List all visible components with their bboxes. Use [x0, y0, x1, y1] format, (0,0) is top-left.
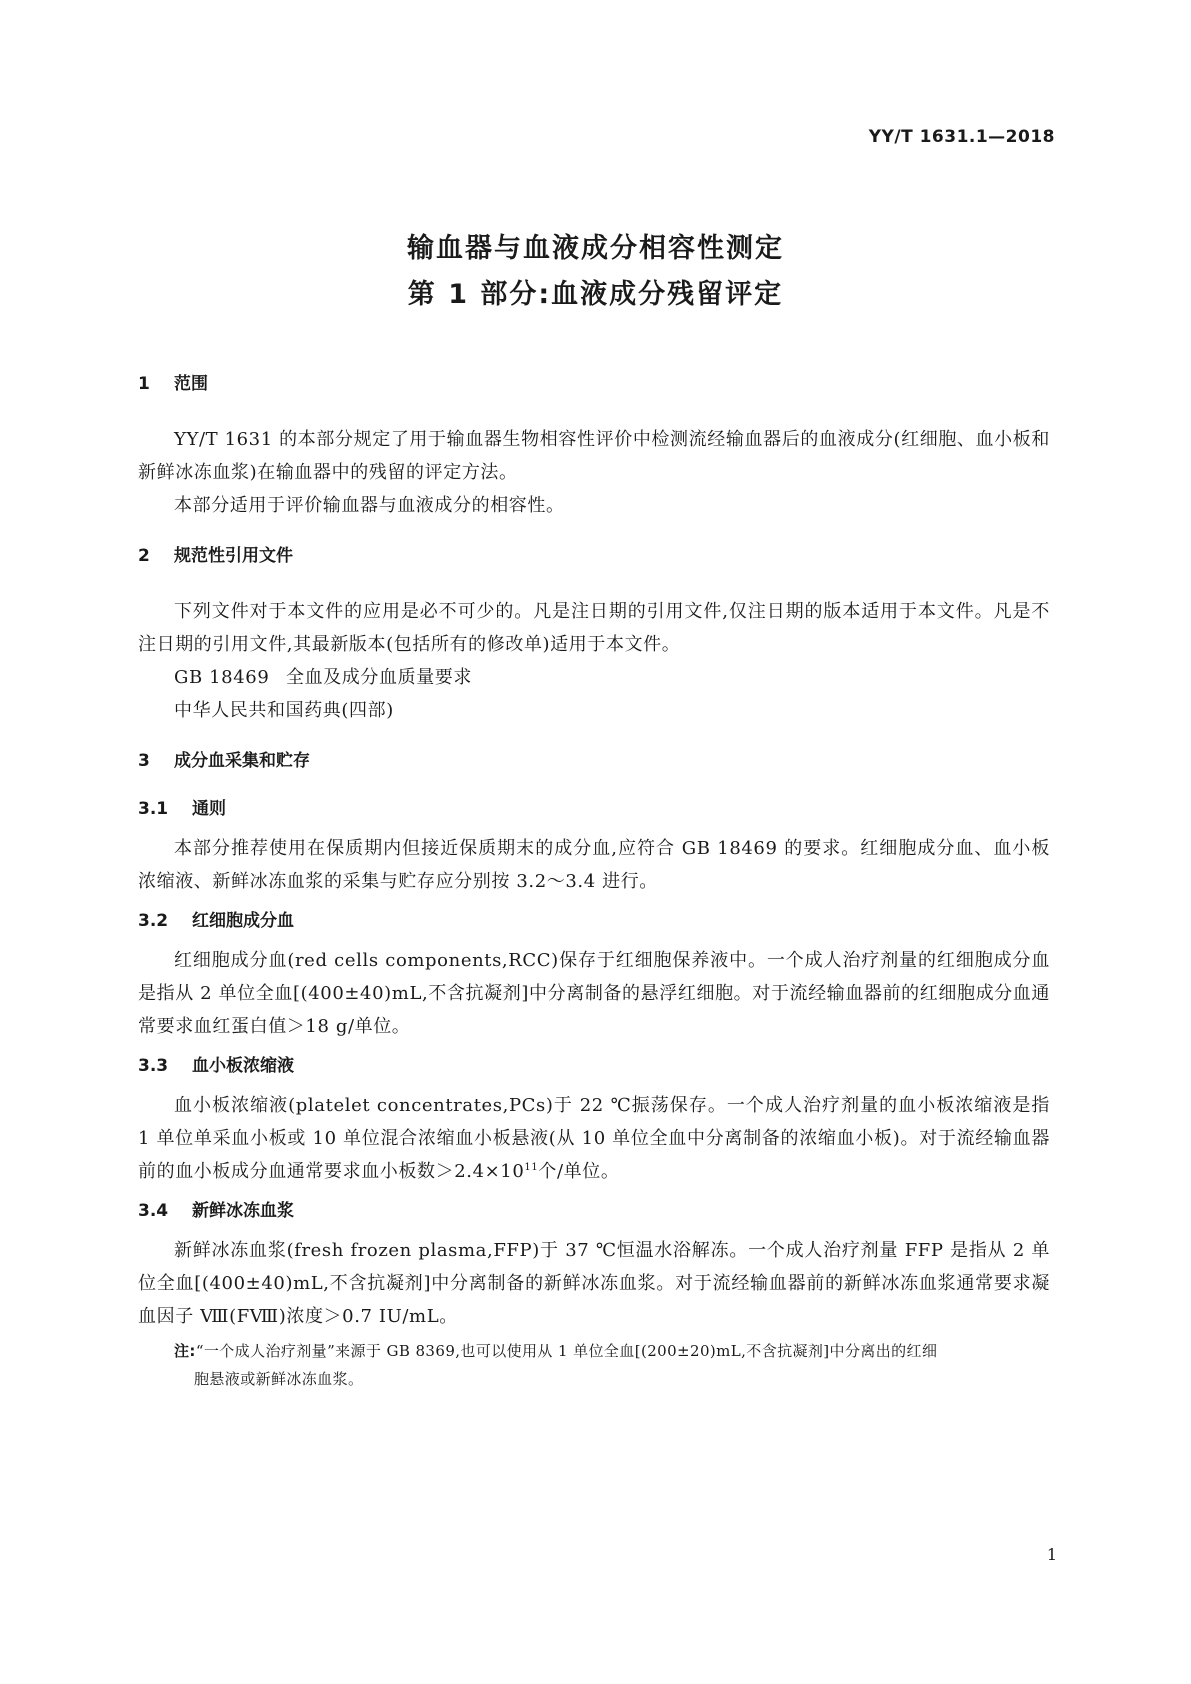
- subsection-title: 通则: [192, 799, 226, 819]
- section-number: 2: [138, 546, 150, 566]
- subsection-title: 新鲜冰冻血浆: [192, 1201, 294, 1221]
- note-text: “一个成人治疗剂量”来源于 GB 8369,也可以使用从 1 单位全血[(200±20)mL,不含抗凝剂]中分离出的红细: [195, 1342, 938, 1360]
- document-body: [138, 372, 1050, 1393]
- reference-title: 中华人民共和国药典(四部): [174, 700, 394, 721]
- note-line-2: 胞悬液或新鲜冰冻血浆。: [194, 1370, 364, 1388]
- note-label: 注:: [174, 1342, 196, 1360]
- section-1-heading: [138, 372, 1050, 396]
- title-line-1: 输血器与血液成分相容性测定: [407, 233, 784, 264]
- paragraph-text: 血小板浓缩液(platelet concentrates,PCs)于 22 ℃振荡保存。一个成人治疗剂量的血小板浓缩液是指 1 单位单采血小板或 10 单位混合浓缩血小板悬液(从 10 单位全血中分离制备的浓缩血小板)。对于流经输血器前的血小板成分血通常要求血小板数＞2.4×10: [138, 1095, 1050, 1182]
- subsection-3-4-heading: [138, 1199, 1050, 1223]
- note-line-1: [174, 1337, 1050, 1365]
- subsection-3-1-paragraph: 本部分推荐使用在保质期内但接近保质期末的成分血,应符合 GB 18469 的要求。红细胞成分血、血小板浓缩液、新鲜冰冻血浆的采集与贮存应分别按 3.2～3.4 进行。: [138, 838, 1050, 892]
- subsection-number: 3.1: [138, 799, 169, 819]
- normative-reference: [138, 694, 1050, 727]
- section-number: 1: [138, 374, 150, 394]
- subsection-3-2-paragraph: 红细胞成分血(red cells components,RCC)保存于红细胞保养液中。一个成人治疗剂量的红细胞成分血是指从 2 单位全血[(400±40)mL,不含抗凝剂]中分离制备的悬浮红细胞。对于流经输血器前的红细胞成分血通常要求血红蛋白值＞18 g/单位。: [138, 950, 1050, 1037]
- section-1-paragraph-1: YY/T 1631 的本部分规定了用于输血器生物相容性评价中检测流经输血器后的血液成分(红细胞、血小板和新鲜冰冻血浆)在输血器中的残留的评定方法。: [138, 429, 1050, 483]
- subsection-3-1-heading: [138, 797, 1050, 821]
- subsection-title: 血小板浓缩液: [192, 1056, 294, 1076]
- document-title: [0, 226, 1191, 318]
- reference-title: 全血及成分血质量要求: [286, 667, 472, 688]
- subsection-title: 红细胞成分血: [192, 911, 294, 931]
- section-number: 3: [138, 751, 150, 771]
- section-2-heading: [138, 544, 1050, 568]
- subsection-3-2-heading: [138, 909, 1050, 933]
- subsection-number: 3.2: [138, 911, 169, 931]
- section-3-heading: [138, 749, 1050, 773]
- paragraph-text: 个/单位。: [538, 1161, 620, 1182]
- subsection-3-3-paragraph: [138, 1089, 1050, 1188]
- page-number: 1: [1046, 1545, 1057, 1564]
- reference-code: GB 18469: [174, 667, 270, 688]
- subsection-number: 3.4: [138, 1201, 169, 1221]
- section-1-paragraph-2: 本部分适用于评价输血器与血液成分的相容性。: [174, 495, 565, 516]
- subsection-3-4-paragraph: 新鲜冰冻血浆(fresh frozen plasma,FFP)于 37 ℃恒温水浴解冻。一个成人治疗剂量 FFP 是指从 2 单位全血[(400±40)mL,不含抗凝剂]中分离制备的新鲜冰冻血浆。对于流经输血器前的新鲜冰冻血浆通常要求凝血因子 Ⅷ(FⅧ)浓度＞0.7 IU/mL。: [138, 1240, 1050, 1327]
- section-title: 成分血采集和贮存: [174, 751, 310, 771]
- subsection-number: 3.3: [138, 1056, 169, 1076]
- section-title: 规范性引用文件: [174, 546, 293, 566]
- normative-reference: [138, 661, 1050, 694]
- section-title: 范围: [174, 374, 208, 394]
- section-2-paragraph: 下列文件对于本文件的应用是必不可少的。凡是注日期的引用文件,仅注日期的版本适用于本文件。凡是不注日期的引用文件,其最新版本(包括所有的修改单)适用于本文件。: [138, 601, 1050, 655]
- note: [138, 1337, 1050, 1393]
- standard-code: YY/T 1631.1—2018: [868, 127, 1055, 147]
- title-line-2: 第 1 部分:血液成分残留评定: [407, 279, 784, 310]
- exponent: 11: [524, 1162, 539, 1173]
- subsection-3-3-heading: [138, 1054, 1050, 1078]
